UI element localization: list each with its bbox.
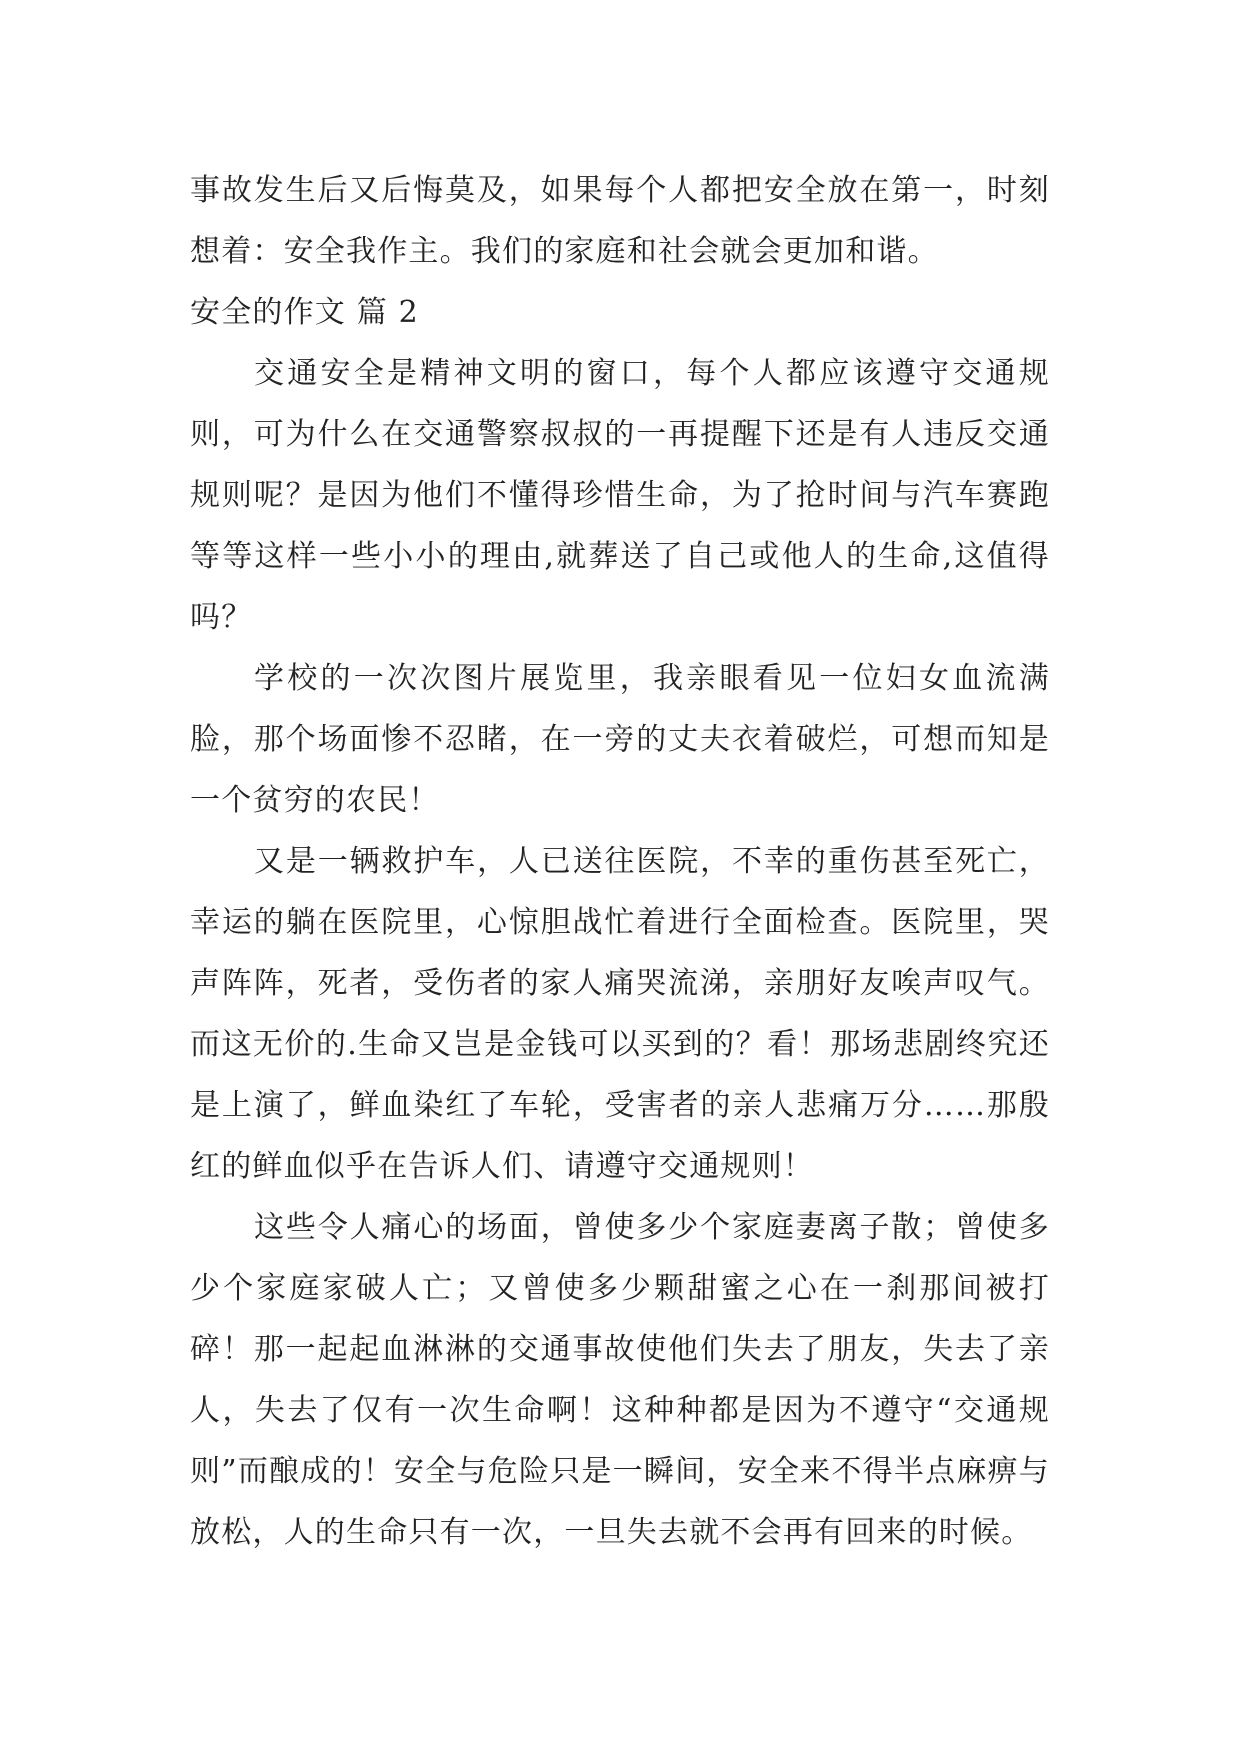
intro-paragraph: 事故发生后又后悔莫及，如果每个人都把安全放在第一，时刻想着：安全我作主。我们的家庭和社会就会更加和谐。 <box>190 173 1050 269</box>
section-heading: 安全的作文 篇 2 <box>190 295 419 330</box>
body-paragraph-3: 又是一辆救护车，人已送往医院，不幸的重伤甚至死亡，幸运的躺在医院里，心惊胆战忙着进行全面检查。医院里，哭声阵阵，死者，受伤者的家人痛哭流涕，亲朋好友唉声叹气。而这无价的.生命又岂是金钱可以买到的？看！那场悲剧终究还是上演了，鲜血染红了车轮，受害者的亲人悲痛万分……那殷红的鲜血似乎在告诉人们、请遵守交通规则！ <box>190 844 1050 1184</box>
body-paragraph-4: 这些令人痛心的场面，曾使多少个家庭妻离子散；曾使多少个家庭家破人亡；又曾使多少颗甜蜜之心在一刹那间被打碎！那一起起血淋淋的交通事故使他们失去了朋友，失去了亲人，失去了仅有一次生命啊！这种种都是因为不遵守“交通规则”而酿成的！安全与危险只是一瞬间，安全来不得半点麻痹与放松，人的生命只有一次，一旦失去就不会再有回来的时候。 <box>190 1210 1050 1550</box>
document-page <box>190 160 1050 1563</box>
body-paragraph-2: 学校的一次次图片展览里，我亲眼看见一位妇女血流满脸，那个场面惨不忍睹，在一旁的丈夫衣着破烂，可想而知是一个贫穷的农民！ <box>190 661 1050 818</box>
body-paragraph-1: 交通安全是精神文明的窗口，每个人都应该遵守交通规则，可为什么在交通警察叔叔的一再提醒下还是有人违反交通规则呢？是因为他们不懂得珍惜生命，为了抢时间与汽车赛跑等等这样一些小小的理由,就葬送了自己或他人的生命,这值得吗？ <box>190 356 1050 635</box>
